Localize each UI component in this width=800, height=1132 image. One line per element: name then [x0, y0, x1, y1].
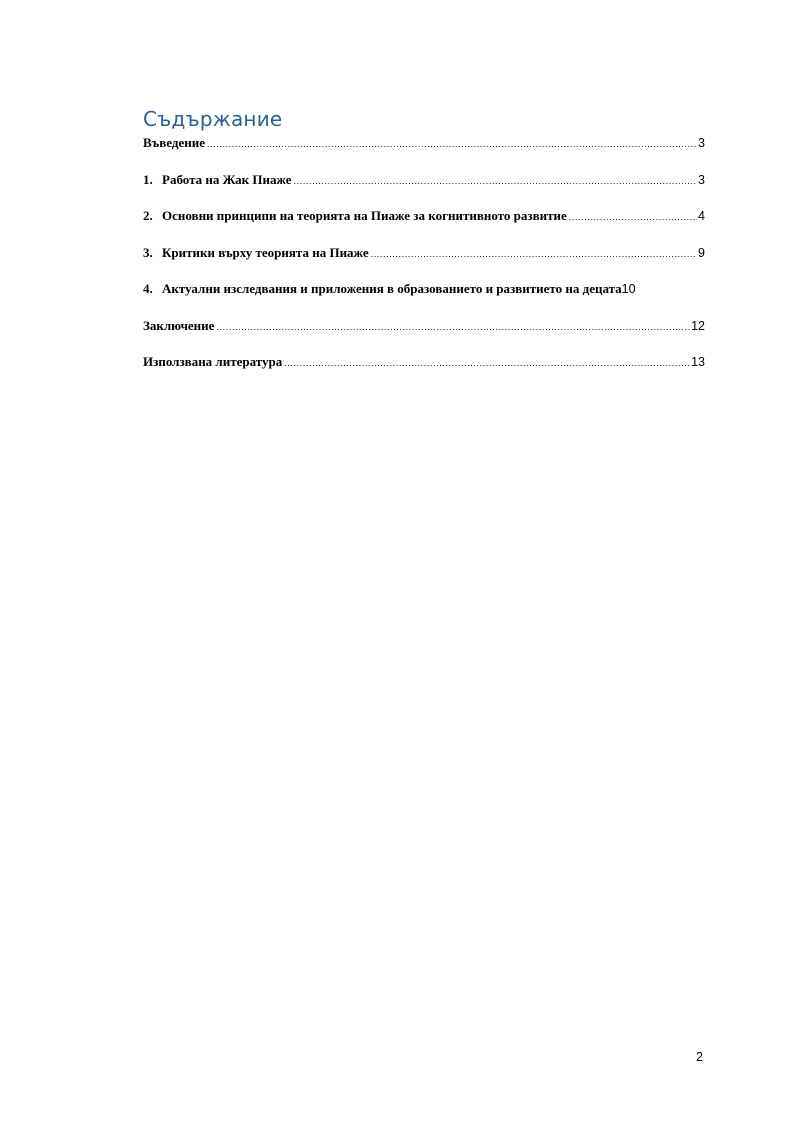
toc-page-number: 3 [698, 136, 705, 150]
toc-entry-title: Въведение [143, 135, 205, 150]
toc-page-number: 12 [691, 318, 705, 333]
toc-entry-text: Работа на Жак Пиаже [162, 171, 292, 187]
dot-leader [216, 318, 690, 336]
toc-heading: Съдържание [143, 107, 283, 132]
toc-page-number: 3 [698, 172, 705, 187]
toc-page-number: 4 [698, 209, 705, 223]
toc-entry-text: Критики върху теорията на Пиаже [162, 244, 369, 260]
toc-entry-references[interactable] [143, 353, 705, 390]
dot-leader [294, 172, 698, 190]
toc-entry-title [143, 171, 292, 189]
toc-page-number: 13 [691, 355, 705, 369]
toc-entry-jean-piaget-work[interactable] [143, 171, 705, 208]
dot-leader [371, 245, 697, 263]
dot-leader [569, 208, 697, 226]
toc-entry-number: 1. [143, 171, 153, 187]
toc-entry-text: Основни принципи на теорията на Пиаже за когнитивното развитие [162, 208, 567, 223]
toc-list [143, 134, 705, 390]
toc-entry-criticism[interactable] [143, 244, 705, 281]
toc-entry-text: Актуални изследвания и приложения в образованието и развитието на децата [162, 281, 622, 296]
toc-entry-current-research[interactable] [143, 280, 705, 317]
toc-entry-number: 2. [143, 208, 153, 223]
toc-entry-title: Използвана литература [143, 354, 283, 369]
toc-entry-number: 3. [143, 244, 153, 260]
toc-entry-title: Заключение [143, 317, 215, 333]
toc-page-number: 9 [698, 245, 705, 260]
toc-entry-title [143, 244, 369, 262]
toc-entry-title [143, 280, 622, 298]
toc-page-number: 10 [621, 282, 636, 296]
toc-entry-conclusion[interactable] [143, 317, 705, 354]
page-number: 2 [696, 1050, 703, 1064]
dot-leader [284, 354, 690, 372]
dot-leader [207, 135, 697, 153]
toc-entry-basic-principles[interactable] [143, 207, 705, 244]
toc-entry-introduction[interactable] [143, 134, 705, 171]
toc-entry-number: 4. [143, 281, 153, 296]
toc-entry-title [143, 207, 567, 225]
